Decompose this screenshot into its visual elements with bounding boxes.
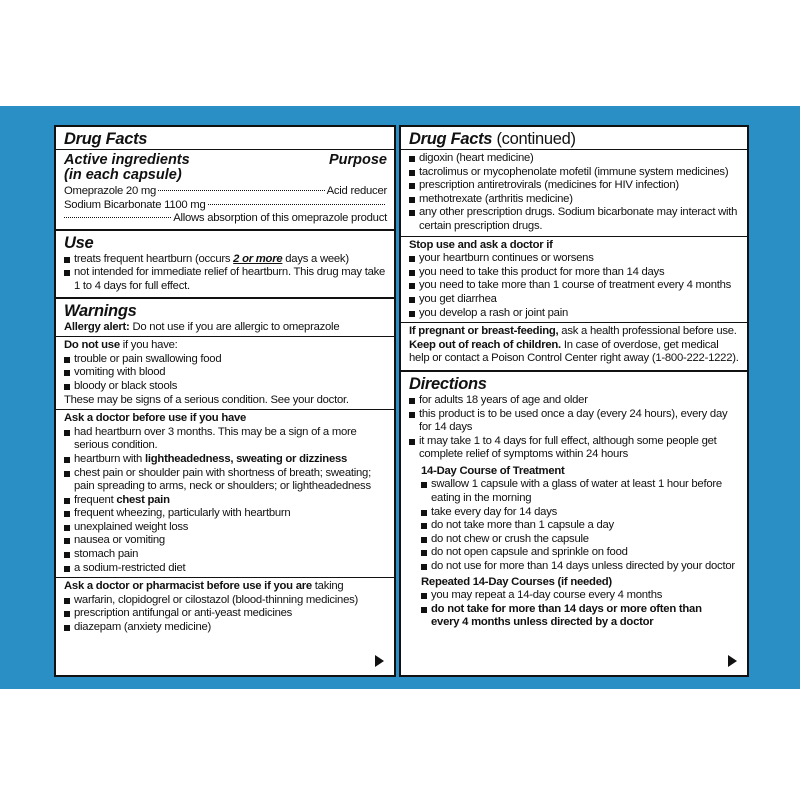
list-item: your heartburn continues or worsens — [409, 252, 740, 266]
drug-facts-left-panel — [54, 125, 396, 677]
use-heading: Use — [64, 233, 94, 252]
list-item: you develop a rash or joint pain — [409, 307, 740, 321]
ingredient-row: Sodium Bicarbonate 1100 mg — [64, 199, 387, 213]
ingredient-purpose-row: Allows absorption of this omeprazole product — [64, 212, 387, 226]
list-item: nausea or vomiting — [64, 534, 387, 548]
serious-condition-note: These may be signs of a serious condition. See your doctor. — [64, 393, 349, 406]
allergy-alert: Allergy alert: Do not use if you are allergic to omeprazole — [64, 320, 340, 333]
purpose-heading: Purpose — [328, 152, 387, 168]
list-item: prescription antifungal or anti-yeast medicines — [64, 607, 387, 621]
list-item: bloody or black stools — [64, 380, 387, 394]
course-heading: 14-Day Course of Treatment — [421, 464, 565, 477]
list-item: treats frequent heartburn (occurs 2 or more days a week) — [64, 253, 387, 267]
repeat-course-heading: Repeated 14-Day Courses (if needed) — [421, 575, 612, 588]
list-item: trouble or pain swallowing food — [64, 353, 387, 367]
list-item: chest pain or shoulder pain with shortness of breath; sweating; pain spreading to arms, neck or shoulders; or lightheadedness — [64, 467, 387, 494]
list-item: frequent chest pain — [64, 494, 387, 508]
list-item: swallow 1 capsule with a glass of water at least 1 hour before eating in the morning — [421, 478, 740, 505]
warnings-heading: Warnings — [64, 301, 137, 320]
list-item: stomach pain — [64, 548, 387, 562]
continued-section — [401, 127, 747, 372]
list-item: for adults 18 years of age and older — [409, 394, 740, 408]
list-item: it may take 1 to 4 days for full effect, although some people get complete relief of symptoms within 24 hours — [409, 435, 740, 462]
list-item: digoxin (heart medicine) — [409, 152, 740, 166]
list-item: a sodium-restricted diet — [64, 562, 387, 576]
pregnancy-warning: If pregnant or breast-feeding, ask a health professional before use. — [409, 325, 737, 338]
ask-doctor-heading: Ask a doctor before use if you have — [64, 412, 247, 425]
list-item: do not take for more than 14 days or more often than every 4 months unless directed by a doctor — [421, 603, 740, 630]
list-item: vomiting with blood — [64, 366, 387, 380]
list-item: you may repeat a 14-day course every 4 months — [421, 589, 740, 603]
list-item: warfarin, clopidogrel or cilostazol (blood-thinning medicines) — [64, 594, 387, 608]
list-item: diazepam (anxiety medicine) — [64, 621, 387, 635]
list-item: tacrolimus or mycophenolate mofetil (immune system medicines) — [409, 166, 740, 180]
list-item: do not chew or crush the capsule — [421, 533, 740, 547]
list-item: methotrexate (arthritis medicine) — [409, 193, 740, 207]
list-item: do not open capsule and sprinkle on food — [421, 546, 740, 560]
continue-arrow-icon — [728, 655, 737, 667]
ask-pharmacist-heading: Ask a doctor or pharmacist before use if you are — [64, 580, 312, 593]
ingredient-row: Omeprazole 20 mg Acid reducer — [64, 185, 387, 197]
use-section — [56, 231, 394, 299]
drug-facts-right-panel — [399, 125, 749, 677]
list-item: you need to take this product for more than 14 days — [409, 266, 740, 280]
active-ingredients-heading: Active ingredients (in each capsule) — [64, 152, 190, 183]
list-item: this product is to be used once a day (every 24 hours), every day for 14 days — [409, 408, 740, 435]
directions-section — [401, 372, 747, 633]
drug-facts-title: Drug Facts — [64, 130, 148, 148]
list-item: prescription antiretrovirals (medicines for HIV infection) — [409, 179, 740, 193]
warnings-section: Warnings Allergy alert: Do not use if you are allergic to omeprazole Do not use if you have: trouble or pain swallowing food vomiting with blood bloody or black stools These may be signs of a serious condition. See your doctor. Ask a doctor before use if you have had heartburn over 3 months. This may be a sign of a more serious condition. heartburn with lightheadedness, sweating or dizziness chest pain or shoulder pain with shortness of breath; sweating; pain spreading to arms, neck or shoulders; or lightheadedness frequent chest pain frequent wheezing, particularly with heartburn unexplained weight loss nausea or vomiting stomach pain a sodium-restricted diet Ask a doctor or pharmacist before use if you are taking warfarin, clopidogrel or cilostazol (blood-thinning medicines) prescription antifungal or anti-yeast medicines diazepam (anxiety medicine) — [56, 299, 394, 677]
list-item: do not take more than 1 capsule a day — [421, 519, 740, 533]
list-item: any other prescription drugs. Sodium bicarbonate may interact with certain prescription drugs. — [409, 206, 740, 233]
list-item: frequent wheezing, particularly with heartburn — [64, 507, 387, 521]
list-item: do not use for more than 14 days unless directed by your doctor — [421, 560, 740, 574]
drug-facts-continued-title: Drug Facts (continued) — [409, 130, 576, 148]
list-item: heartburn with lightheadedness, sweating or dizziness — [64, 453, 387, 467]
list-item: take every day for 14 days — [421, 506, 740, 520]
keep-out-of-reach: Keep out of reach of children. In case of overdose, get medical help or contact a Poison Control Center right away (1-800-222-1222). — [409, 338, 739, 365]
active-ingredients-section — [56, 127, 394, 231]
list-item: not intended for immediate relief of heartburn. This drug may take 1 to 4 days for full effect. — [64, 266, 387, 293]
continue-arrow-icon — [375, 655, 384, 667]
directions-heading: Directions — [409, 374, 487, 393]
stop-use-heading: Stop use and ask a doctor if — [409, 238, 553, 251]
list-item: you need to take more than 1 course of treatment every 4 months — [409, 279, 740, 293]
list-item: unexplained weight loss — [64, 521, 387, 535]
do-not-use-heading: Do not use — [64, 339, 120, 352]
list-item: you get diarrhea — [409, 293, 740, 307]
list-item: had heartburn over 3 months. This may be a sign of a more serious condition. — [64, 426, 387, 453]
